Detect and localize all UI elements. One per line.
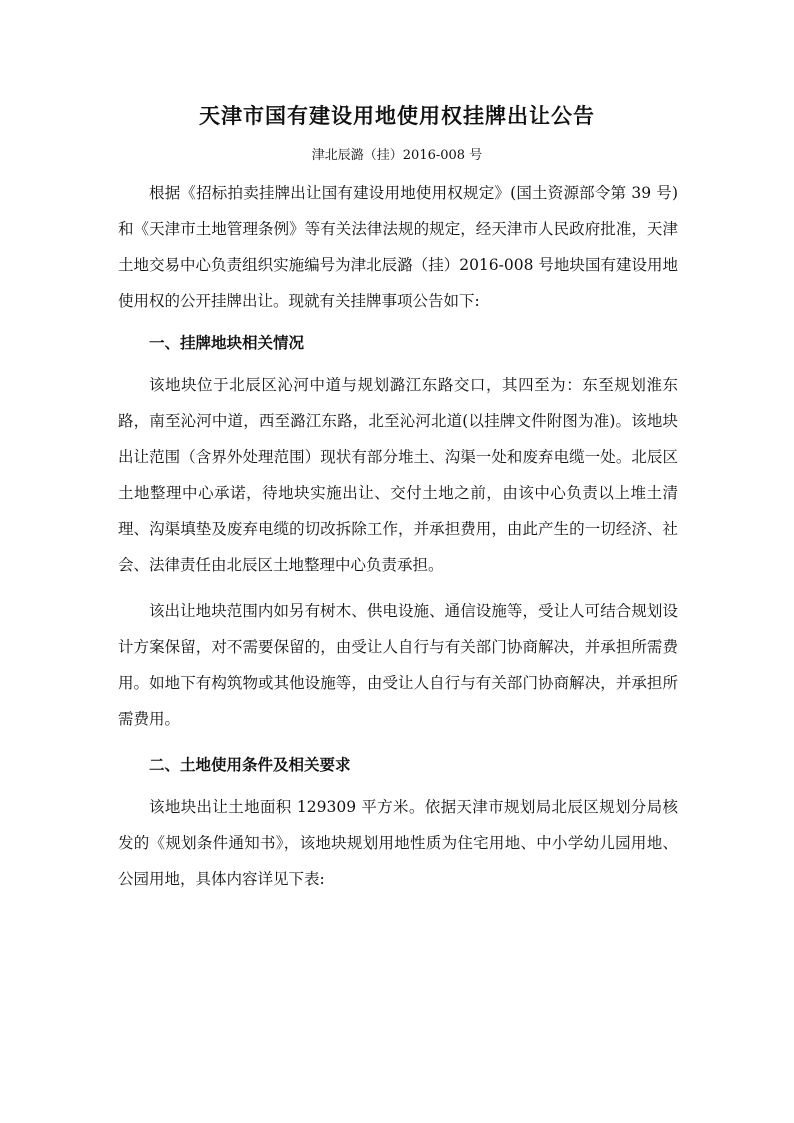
document-body — [118, 175, 678, 897]
page-title: 天津市国有建设用地使用权挂牌出让公告 — [199, 103, 595, 128]
section1-paragraph-2: 该出让地块范围内如另有树木、供电设施、通信设施等，受让人可结合规划设计方案保留，对不需要保留的，由受让人自行与有关部门协商解决，并承担所需费用。如地下有构筑物或其他设施等，由受让人自行与有关部门协商解决，并承担所需费用。 — [118, 602, 678, 728]
intro-paragraph: 根据《招标拍卖挂牌出让国有建设用地使用权规定》(国土资源部令第 39 号)和《天津市土地管理条例》等有关法律法规的规定，经天津市人民政府批准，天津土地交易中心负责组织实施编号为津北辰潞（挂）2016-008 号地块国有建设用地使用权的公开挂牌出让。现就有关挂牌事项公告如下: — [118, 184, 678, 310]
section2-paragraph-1: 该地块出让土地面积 129309 平方米。依据天津市规划局北辰区规划分局核发的《规划条件通知书》，该地块规划用地性质为住宅用地、中小学幼儿园用地、公园用地，具体内容详见下表: — [118, 798, 678, 888]
section1-paragraph-1: 该地块位于北辰区沁河中道与规划潞江东路交口，其四至为：东至规划淮东路，南至沁河中道，西至潞江东路，北至沁河北道(以挂牌文件附图为准)。该地块出让范围（含界外处理范围）现状有部分堆土、沟渠一处和废弃电缆一处。北辰区土地整理中心承诺，待地块实施出让、交付土地之前，由该中心负责以上堆土清理、沟渠填垫及废弃电缆的切改拆除工作，并承担费用，由此产生的一切经济、社会、法律责任由北辰区土地整理中心负责承担。 — [118, 376, 678, 574]
section-heading-2: 二、土地使用条件及相关要求 — [149, 755, 351, 774]
document-number: 津北辰潞（挂）2016-008 号 — [311, 148, 483, 163]
section-heading-1: 一、挂牌地块相关情况 — [149, 333, 305, 352]
